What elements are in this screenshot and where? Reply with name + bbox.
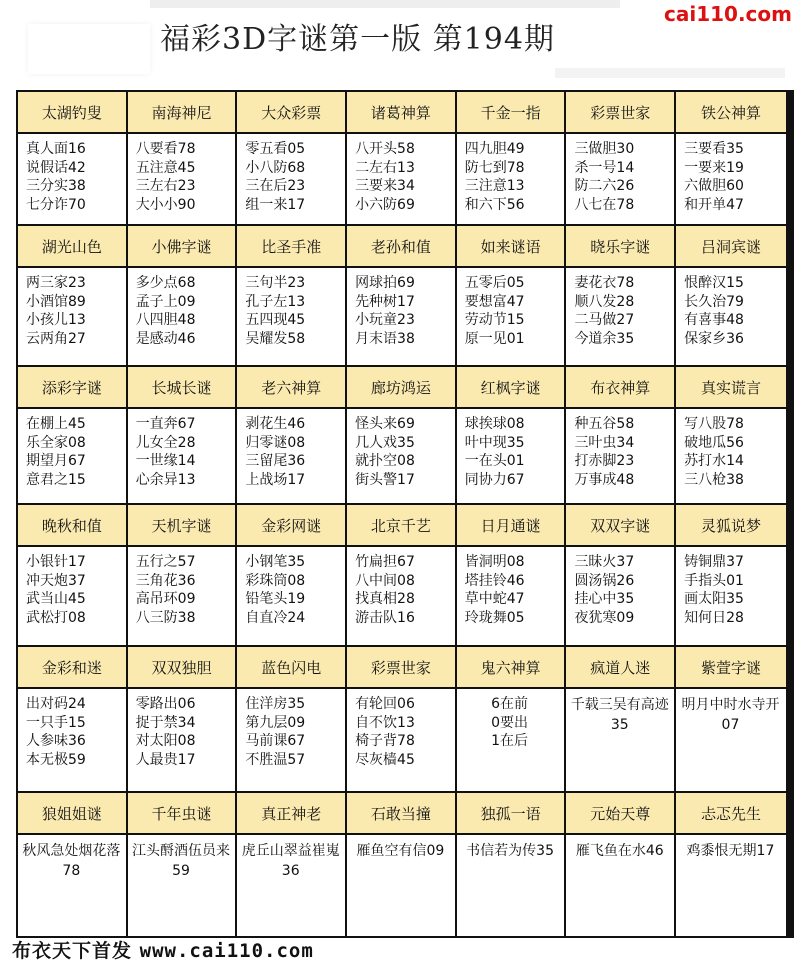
riddle-cell [18,92,128,224]
riddle-cell [237,793,347,936]
riddle-line: 雁飞鱼在水46 [575,843,664,859]
riddle-line: 圆汤锅26 [574,572,635,589]
riddle-cell [347,92,457,224]
riddle-line: 铅笔头19 [245,591,306,607]
table-row [18,793,792,936]
riddle-line: 零路出06 [135,696,196,712]
riddle-cell [676,793,786,936]
riddle-source-name: 疯道人迷 [566,647,674,689]
riddle-source-name: 元始天尊 [566,793,674,835]
riddle-source-name: 晓乐字谜 [566,226,674,268]
riddle-source-name: 比圣手准 [237,226,345,268]
riddle-cell [18,647,128,791]
riddle-line: 零五看05 [245,141,306,157]
riddle-lines [18,689,126,769]
riddle-line: 原一见01 [464,330,525,347]
riddle-line: 防七到78 [464,159,525,176]
riddle-line: 期望月67 [26,453,86,469]
riddle-line: 破地瓜56 [684,434,744,451]
riddle-line: 是感动46 [135,330,196,347]
riddle-line: 捉于禁34 [135,714,196,731]
riddle-source-name: 大众彩票 [237,92,345,134]
riddle-cell [347,793,457,936]
riddle-source-name: 南海神尼 [128,92,236,134]
riddle-lines [457,689,565,751]
riddle-line: 在棚上45 [26,416,86,432]
riddle-line: 一只手15 [26,714,86,731]
blank-white-box [28,24,150,74]
riddle-line: 八开头58 [355,141,415,157]
riddle-cell [128,793,238,936]
riddle-line: 高吊环09 [135,591,196,607]
riddle-line: 种五谷58 [574,416,635,432]
riddle-line: 塔挂铃46 [464,572,525,589]
riddle-line: 小玩童23 [355,312,415,328]
riddle-line: 怪头来69 [355,416,415,432]
riddle-lines [347,268,455,348]
riddle-line: 孟子上09 [135,293,196,310]
riddle-source-name: 千金一指 [457,92,565,134]
riddle-cell [128,505,238,645]
riddle-source-name: 鬼六神算 [457,647,565,689]
riddle-lines [237,689,345,769]
riddle-line: 说假话42 [26,159,86,176]
riddle-line: 有轮回06 [355,696,415,712]
riddle-lines [18,547,126,627]
riddle-cell [237,92,347,224]
riddle-lines [566,547,674,627]
riddle-line: 椅子背78 [355,733,415,749]
riddle-line: 长久治79 [684,293,744,310]
riddle-line: 人最贵17 [135,751,196,768]
riddle-line: 彩珠筒08 [245,572,306,589]
riddle-cell [566,793,676,936]
riddle-line: 五零后05 [464,275,525,291]
riddle-source-name: 如来谜语 [457,226,565,268]
riddle-line: 对太阳08 [135,733,196,749]
riddle-lines [566,268,674,348]
riddle-lines [676,547,786,627]
riddle-source-name: 灵狐说梦 [676,505,786,547]
riddle-line: 和开单47 [684,196,744,213]
riddle-cell [566,505,676,645]
riddle-line: 游击队16 [355,609,415,626]
riddle-line: 心余异13 [135,471,196,488]
riddle-line: 小酒馆89 [26,293,86,310]
riddle-source-name: 双双字谜 [566,505,674,547]
riddle-lines [128,835,236,881]
riddle-source-name: 诸葛神算 [347,92,455,134]
riddle-cell [128,647,238,791]
riddle-line: 多少点68 [135,275,196,291]
riddle-source-name: 千年虫谜 [128,793,236,835]
riddle-source-name: 天机字谜 [128,505,236,547]
riddle-line: 小孩儿13 [26,312,86,328]
riddle-line: 0要出 [491,714,529,731]
riddle-line: 五行之57 [135,554,196,570]
riddle-line: 三分实38 [26,178,86,194]
riddle-cell [457,647,567,791]
riddle-line: 自直冷24 [245,609,306,626]
riddle-cell [676,505,786,645]
riddle-line: 上战场17 [245,471,306,488]
riddle-line: 苏打水14 [684,453,744,469]
riddle-line: 三在后23 [245,178,306,194]
riddle-lines [237,134,345,214]
table-row [18,226,792,365]
riddle-lines [18,268,126,348]
riddle-line: 挂心中35 [574,591,635,607]
riddle-line: 就扑空08 [355,453,415,469]
riddle-line: 夜犹寒09 [574,609,635,626]
riddle-line: 二马做27 [574,312,635,328]
riddle-line: 小银针17 [26,554,86,570]
table-row [18,92,792,224]
riddle-line: 吴耀发58 [245,330,306,347]
riddle-lines [347,547,455,627]
riddle-line: 虎丘山翠益崔嵬36 [241,843,340,879]
riddle-line: 皆洞明08 [464,554,525,570]
riddle-line: 二左右13 [355,159,415,176]
riddle-cell [457,92,567,224]
riddle-line: 竹扁担67 [355,554,415,570]
footer [12,936,314,963]
riddle-line: 小钢笔35 [245,554,306,570]
riddle-line: 两三家23 [26,275,86,291]
riddle-table [16,90,794,938]
riddle-line: 八中间08 [355,572,415,589]
riddle-line: 月末语38 [355,330,415,347]
riddle-lines [457,268,565,348]
riddle-source-name: 铁公神算 [676,92,786,134]
riddle-lines [128,409,236,489]
riddle-line: 归零谜08 [245,434,306,451]
riddle-line: 三做胆30 [574,141,635,157]
riddle-lines [237,409,345,489]
riddle-line: 真人面16 [26,141,86,157]
riddle-cell [347,367,457,503]
riddle-lines [128,689,236,769]
riddle-lines [347,409,455,489]
riddle-line: 防二六26 [574,178,635,194]
riddle-lines [457,409,565,489]
riddle-line: 一要来19 [684,159,744,176]
riddle-line: 本无极59 [26,751,86,768]
riddle-source-name: 忐忑先生 [676,793,786,835]
riddle-line: 三注意13 [464,178,525,194]
riddle-source-name: 金彩和迷 [18,647,126,689]
riddle-source-name: 湖光山色 [18,226,126,268]
riddle-cell [457,226,567,365]
riddle-source-name: 狼姐姐谜 [18,793,126,835]
riddle-cell [457,505,567,645]
watermark: cai110.com [664,2,792,26]
riddle-line: 江头酹酒伍员来59 [132,843,231,879]
riddle-source-name: 彩票世家 [347,647,455,689]
riddle-source-name: 小佛字谜 [128,226,236,268]
riddle-line: 三昧火37 [574,554,635,570]
table-row [18,505,792,645]
riddle-source-name: 日月通谜 [457,505,565,547]
riddle-line: 冲天炮37 [26,572,86,589]
riddle-cell [676,226,786,365]
riddle-cell [347,226,457,365]
footer-url: www.cai110.com [139,940,314,962]
riddle-lines [128,268,236,348]
riddle-line: 保家乡36 [684,330,744,347]
riddle-line: 鸡黍恨无期17 [686,843,775,859]
riddle-lines [347,689,455,769]
top-shadow-band [150,0,620,8]
riddle-line: 玲珑舞05 [464,609,525,626]
riddle-line: 写八股78 [684,416,744,432]
page-title: 福彩3D字谜第一版 第194期 [160,22,555,57]
riddle-cell [566,647,676,791]
riddle-line: 自不饮13 [355,714,415,731]
riddle-cell [237,226,347,365]
riddle-cell [18,793,128,936]
table-row [18,647,792,791]
riddle-line: 人参味36 [26,733,86,749]
riddle-line: 住洋房35 [245,696,306,712]
riddle-cell [237,505,347,645]
riddle-cell [676,647,786,791]
riddle-line: 草中蛇47 [464,591,525,607]
riddle-line: 八四胆48 [135,312,196,328]
riddle-line: 三八枪38 [684,471,744,488]
riddle-line: 几人戏35 [355,434,415,451]
riddle-lines [18,835,126,881]
riddle-lines [676,134,786,214]
riddle-source-name: 石敢当撞 [347,793,455,835]
riddle-source-name: 红枫字谜 [457,367,565,409]
riddle-line: 劳动节15 [464,312,525,328]
riddle-cell [566,367,676,503]
riddle-line: 四九胆49 [464,141,525,157]
riddle-line: 一在头01 [464,453,525,469]
riddle-source-name: 布衣神算 [566,367,674,409]
riddle-line: 妻花衣78 [574,275,635,291]
riddle-line: 马前课67 [245,733,306,749]
riddle-cell [128,226,238,365]
riddle-cell [457,793,567,936]
riddle-line: 顺八发28 [574,293,635,310]
riddle-lines [676,409,786,489]
riddle-line: 找真相28 [355,591,415,607]
riddle-line: 第九层09 [245,714,306,731]
riddle-lines [566,689,674,735]
riddle-line: 一直奔67 [135,416,196,432]
riddle-line: 三句半23 [245,275,306,291]
riddle-line: 小八防68 [245,159,306,176]
riddle-line: 五四现45 [245,312,306,328]
riddle-source-name: 金彩网谜 [237,505,345,547]
riddle-source-name: 老孙和值 [347,226,455,268]
riddle-line: 万事成48 [574,471,635,488]
riddle-cell [347,505,457,645]
riddle-lines [128,134,236,214]
riddle-cell [676,367,786,503]
riddle-source-name: 真实谎言 [676,367,786,409]
riddle-lines [566,409,674,489]
riddle-lines [237,835,345,881]
riddle-lines [457,835,565,861]
riddle-source-name: 彩票世家 [566,92,674,134]
riddle-lines [457,134,565,214]
riddle-line: 大小小90 [135,196,196,213]
riddle-line: 书信若为传35 [466,843,554,859]
riddle-cell [237,367,347,503]
riddle-lines [676,835,786,861]
riddle-line: 画太阳35 [684,591,744,607]
title-underline-band [555,68,785,78]
riddle-line: 不胜温57 [245,751,306,768]
riddle-lines [237,547,345,627]
riddle-line: 叶中现35 [464,434,525,451]
riddle-line: 先种树17 [355,293,415,310]
riddle-source-name: 廊坊鸿运 [347,367,455,409]
riddle-source-name: 长城长谜 [128,367,236,409]
riddle-line: 打赤脚23 [574,453,635,469]
riddle-line: 恨醉汉15 [684,275,744,291]
riddle-line: 秋风急处烟花落78 [22,843,121,879]
riddle-cell [128,367,238,503]
riddle-line: 千载三吴有高迹35 [570,697,669,733]
riddle-source-name: 北京千艺 [347,505,455,547]
riddle-line: 1在后 [491,733,529,749]
riddle-line: 铸铜鼎37 [684,554,744,570]
riddle-line: 今道余35 [574,330,635,347]
riddle-lines [566,835,674,861]
riddle-source-name: 紫萱字谜 [676,647,786,689]
riddle-source-name: 双双独胆 [128,647,236,689]
riddle-line: 街头警17 [355,471,415,488]
riddle-line: 手指头01 [684,572,744,589]
riddle-line: 6在前 [491,696,529,712]
riddle-source-name: 吕洞宾谜 [676,226,786,268]
riddle-line: 三要看35 [684,141,744,157]
riddle-line: 组一来17 [245,196,306,213]
riddle-line: 网球拍69 [355,275,415,291]
riddle-line: 剥花生46 [245,416,306,432]
riddle-cell [457,367,567,503]
riddle-line: 乐全家08 [26,434,86,451]
riddle-line: 球挨球08 [464,416,525,432]
riddle-cell [18,505,128,645]
riddle-source-name: 真正神老 [237,793,345,835]
riddle-lines [347,835,455,861]
riddle-source-name: 晚秋和值 [18,505,126,547]
riddle-line: 和六下56 [464,196,525,213]
riddle-line: 儿女全28 [135,434,196,451]
riddle-line: 杀一号14 [574,159,635,176]
riddle-line: 意君之15 [26,471,86,488]
riddle-cell [676,92,786,224]
riddle-line: 三留尾36 [245,453,306,469]
riddle-cell [128,92,238,224]
riddle-line: 一世缘14 [135,453,196,469]
riddle-cell [18,226,128,365]
riddle-line: 七分诈70 [26,196,86,213]
riddle-line: 武当山45 [26,591,86,607]
table-row [18,367,792,503]
riddle-lines [128,547,236,627]
riddle-line: 三角花36 [135,572,196,589]
riddle-line: 小六防69 [355,196,415,213]
riddle-lines [18,409,126,489]
riddle-lines [237,268,345,348]
riddle-source-name: 独孤一语 [457,793,565,835]
footer-text: 布衣天下首发 [12,940,133,962]
riddle-line: 三左右23 [135,178,196,194]
riddle-line: 要想富47 [464,293,525,310]
riddle-line: 六做胆60 [684,178,744,194]
riddle-line: 明月中时水寺开07 [681,697,780,733]
riddle-line: 八三防38 [135,609,196,626]
riddle-lines [566,134,674,214]
riddle-cell [566,92,676,224]
riddle-cell [237,647,347,791]
riddle-cell [347,647,457,791]
riddle-lines [457,547,565,627]
riddle-lines [347,134,455,214]
riddle-cell [18,367,128,503]
riddle-line: 五注意45 [135,159,196,176]
riddle-source-name: 蓝色闪电 [237,647,345,689]
riddle-source-name: 老六神算 [237,367,345,409]
riddle-source-name: 添彩字谜 [18,367,126,409]
riddle-line: 知何日28 [684,609,744,626]
riddle-source-name: 太湖钓叟 [18,92,126,134]
riddle-lines [18,134,126,214]
riddle-line: 武松打08 [26,609,86,626]
riddle-line: 八要看78 [135,141,196,157]
riddle-line: 三要来34 [355,178,415,194]
riddle-line: 同协力67 [464,471,525,488]
riddle-cell [566,226,676,365]
riddle-line: 有喜事48 [684,312,744,328]
riddle-lines [676,268,786,348]
riddle-line: 云两角27 [26,330,86,347]
riddle-line: 三叶虫34 [574,434,635,451]
riddle-line: 八七在78 [574,196,635,213]
riddle-line: 尽灰樯45 [355,751,415,768]
riddle-line: 孔子左13 [245,293,306,310]
riddle-line: 出对码24 [26,696,86,712]
riddle-lines [676,689,786,735]
riddle-line: 雁鱼空有信09 [356,843,445,859]
